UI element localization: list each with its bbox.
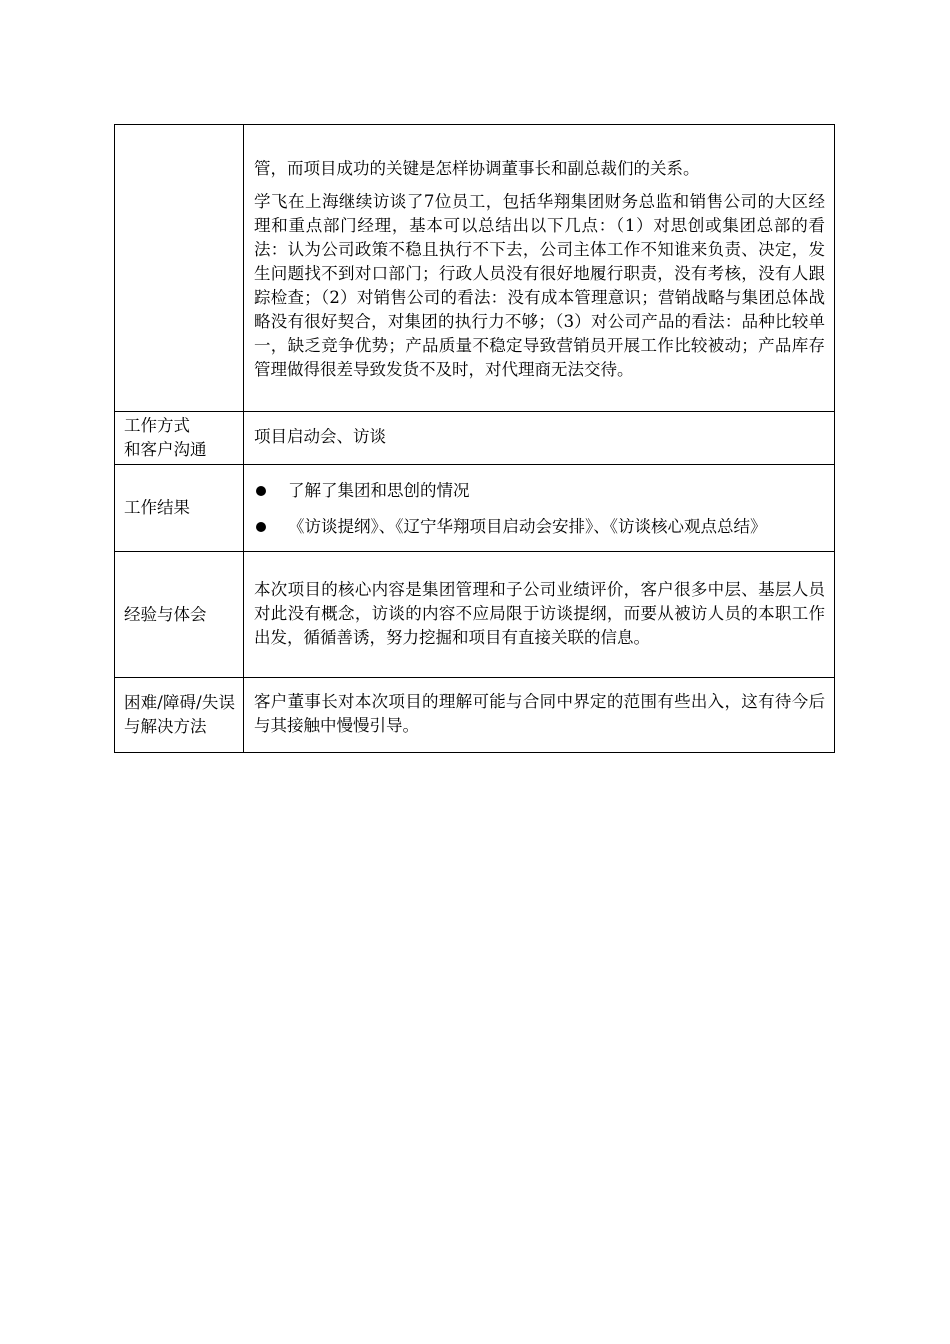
difficulty-label: 困难/障碍/失误与解决方法: [115, 678, 244, 753]
difficulty-content: 客户董事长对本次项目的理解可能与合同中界定的范围有些出入，这有待今后与其接触中慢慢引导。: [244, 678, 835, 753]
work-method-label-line1: 工作方式: [124, 416, 190, 435]
bullet-icon: [256, 522, 266, 532]
work-method-content: 项目启动会、访谈: [244, 412, 835, 465]
work-report-table: [114, 124, 835, 753]
continuation-label-cell: [115, 125, 244, 412]
table-row-work-result: [115, 465, 835, 552]
work-method-label: [115, 412, 244, 465]
table-row-continuation: [115, 125, 835, 412]
work-result-item-text: 了解了集团和思创的情况: [288, 481, 470, 500]
list-item: [254, 479, 825, 503]
experience-label: 经验与体会: [115, 552, 244, 678]
table-row-difficulty: [115, 678, 835, 753]
interview-summary-paragraph: 学飞在上海继续访谈了7位员工，包括华翔集团财务总监和销售公司的大区经理和重点部门经理，基本可以总结出以下几点：（1）对思创或集团总部的看法：认为公司政策不稳且执行不下去，公司主体工作不知谁来负责、决定，发生问题找不到对口部门；行政人员没有很好地履行职责，没有考核，没有人跟踪检查；（2）对销售公司的看法：没有成本管理意识；营销战略与集团总体战略没有很好契合，对集团的执行力不够；（3）对公司产品的看法：品种比较单一，缺乏竞争优势；产品质量不稳定导致营销员开展工作比较被动；产品库存管理做得很差导致发货不及时，对代理商无法交待。: [254, 191, 825, 379]
list-item: [254, 515, 825, 539]
work-result-item-text: 《访谈提纲》、《辽宁华翔项目启动会安排》、《访谈核心观点总结》: [288, 517, 767, 536]
work-result-bullet-list: [254, 479, 825, 539]
experience-content: 本次项目的核心内容是集团管理和子公司业绩评价，客户很多中层、基层人员对此没有概念，访谈的内容不应局限于访谈提纲，而要从被访人员的本职工作出发，循循善诱，努力挖掘和项目有直接关联的信息。: [244, 552, 835, 678]
work-result-content: [244, 465, 835, 552]
table-row-work-method: [115, 412, 835, 465]
bullet-icon: [256, 486, 266, 496]
continuation-paragraph: 管，而项目成功的关键是怎样协调董事长和副总裁们的关系。: [254, 158, 700, 178]
work-method-label-line2: 和客户沟通: [124, 440, 207, 459]
table-row-experience: [115, 552, 835, 678]
continuation-content-cell: [244, 125, 835, 412]
work-result-label: 工作结果: [115, 465, 244, 552]
